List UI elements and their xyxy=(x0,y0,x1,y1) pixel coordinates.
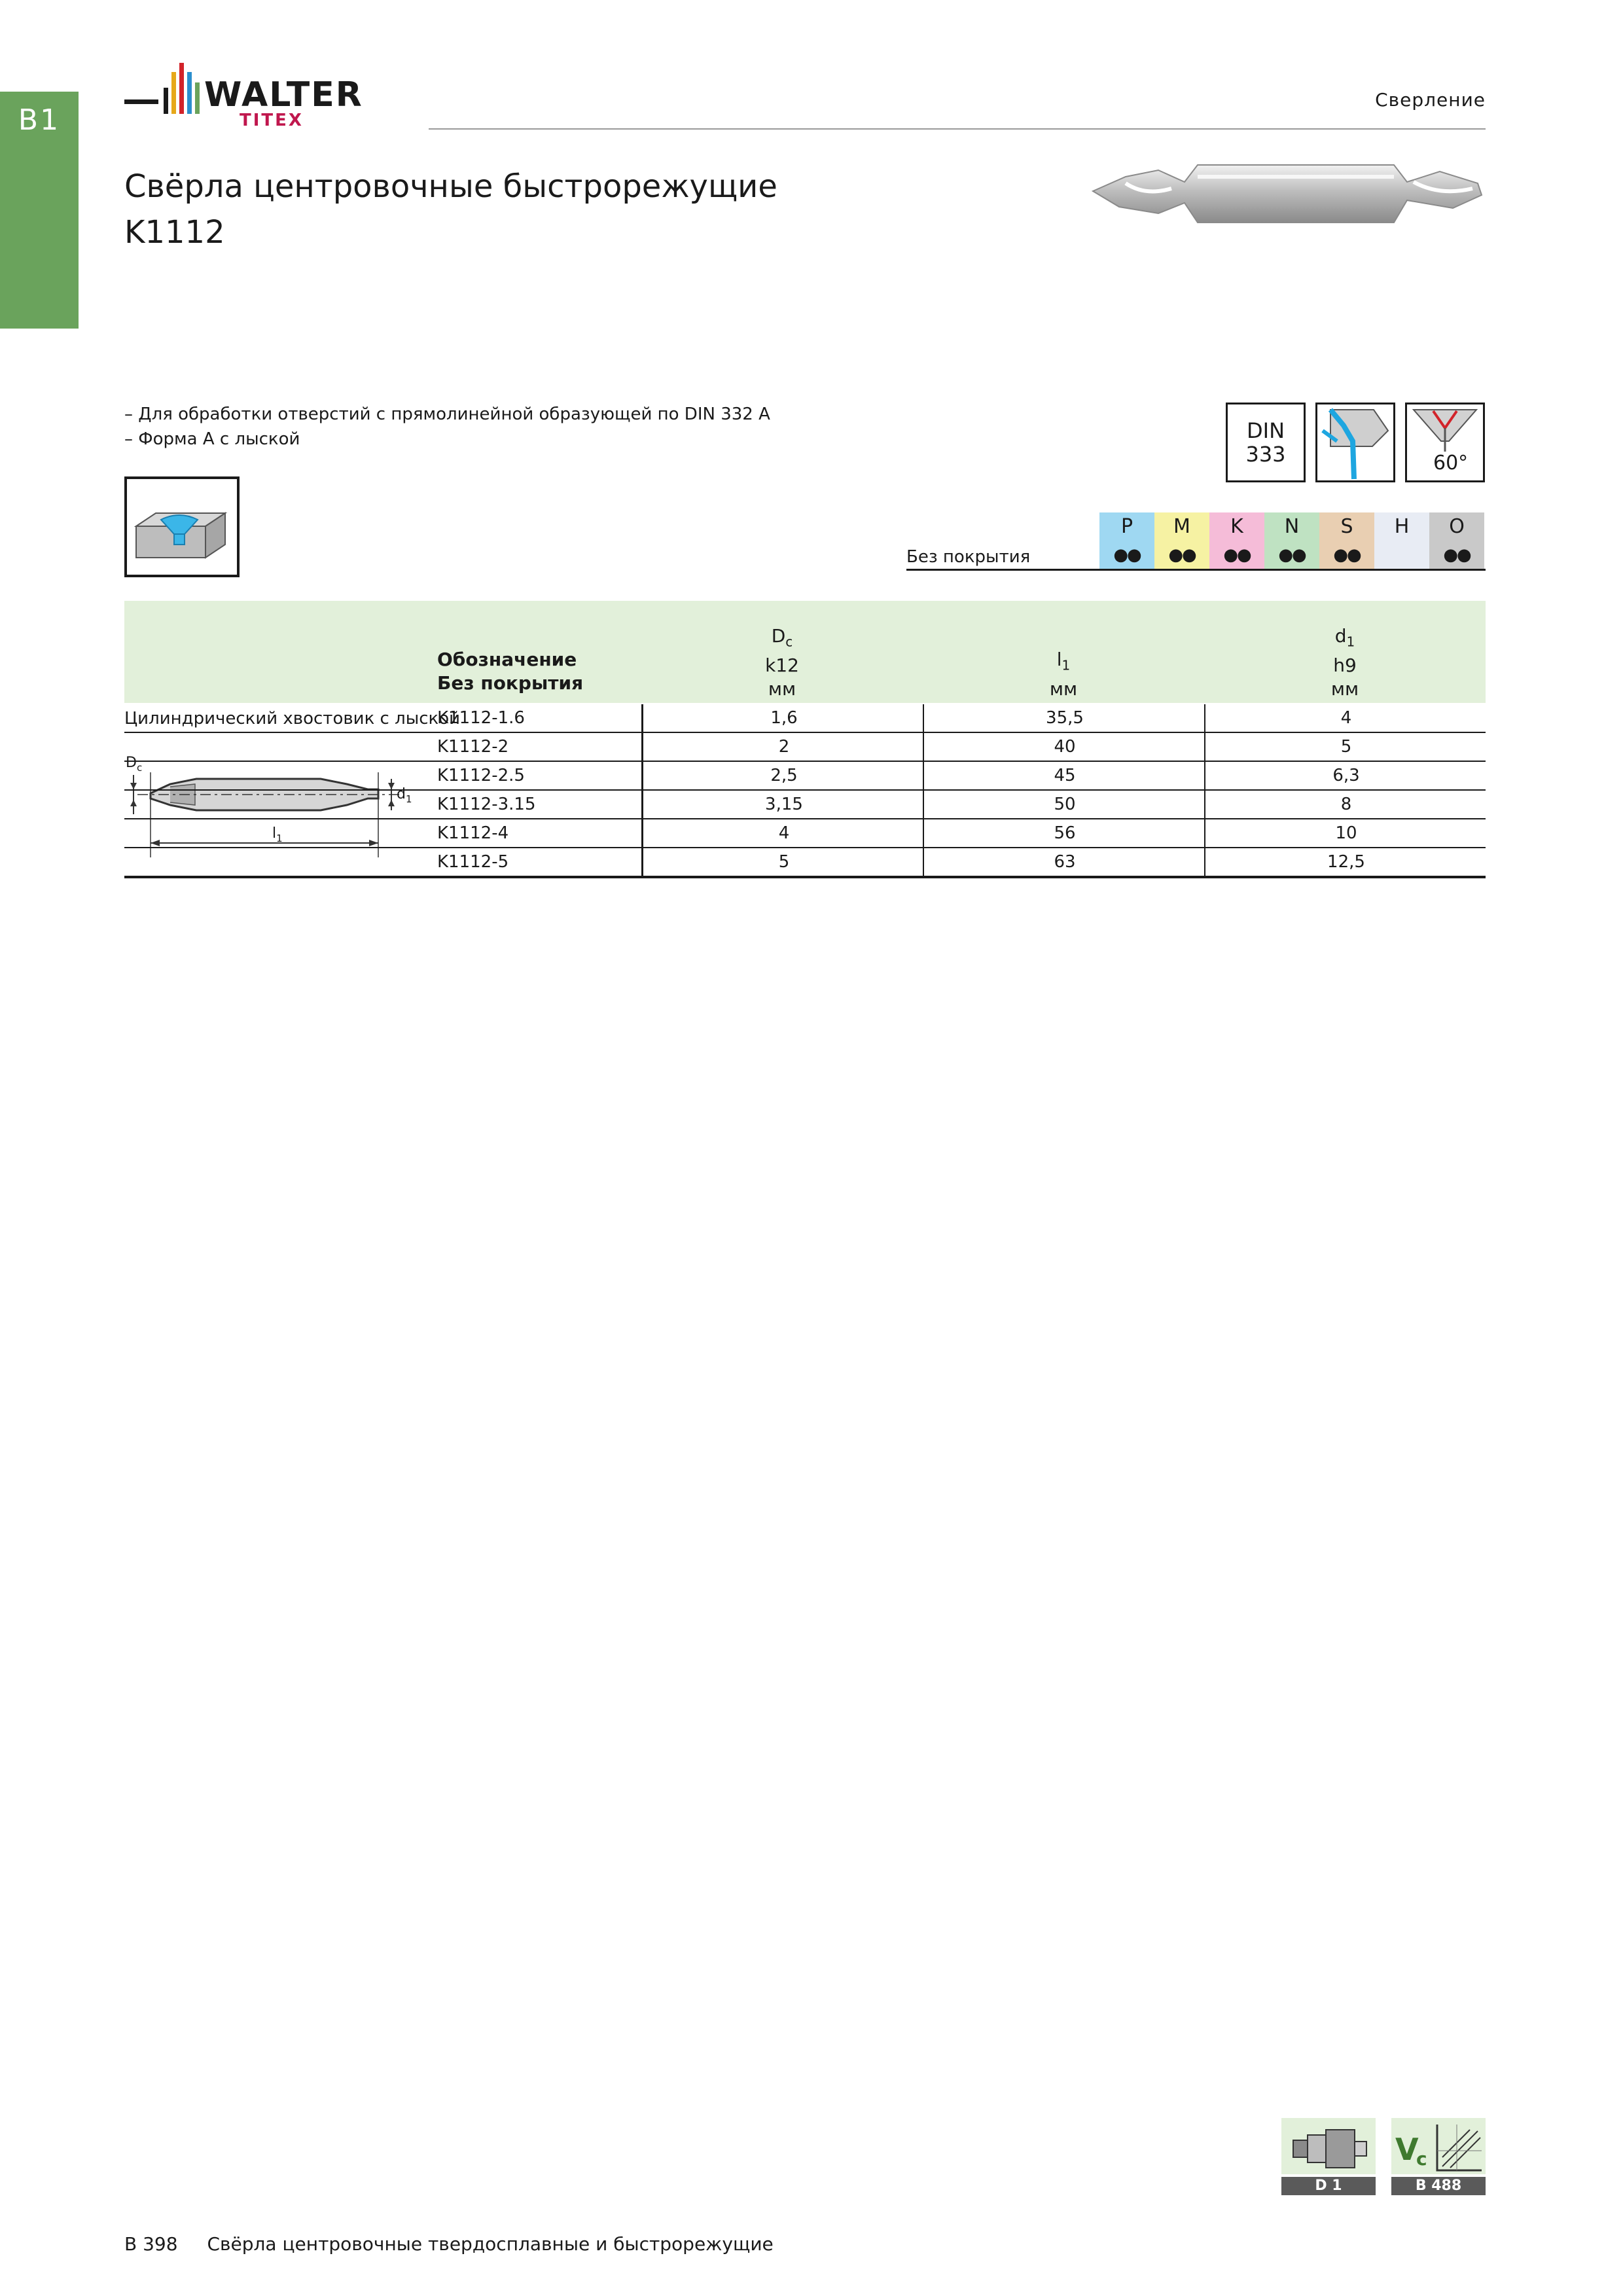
suitability-dots-h xyxy=(1374,541,1429,569)
note-item: – Для обработки отверстий с прямолинейной образующей по DIN 332 A xyxy=(124,404,770,424)
product-table-body xyxy=(124,704,1486,878)
l1-cell: 56 xyxy=(923,819,1205,847)
dc-cell: 1,6 xyxy=(641,704,925,732)
material-header xyxy=(1099,512,1484,541)
drawing-label-dc: $D_c$ xyxy=(126,755,143,774)
dc-cell: 4 xyxy=(641,819,925,847)
l1-cell: 45 xyxy=(923,762,1205,789)
footer-chapter-title: Свёрла центровочные твердосплавные и быстрорежущие xyxy=(207,2233,774,2255)
coating-label: Без покрытия xyxy=(906,547,1031,567)
header-designation: Обозначение Без покрытия xyxy=(437,649,584,694)
application-icon xyxy=(124,476,240,577)
designation-cell: K1112-4 xyxy=(437,823,509,843)
logo-sub: TITEX xyxy=(240,111,304,130)
chapter-tab[interactable] xyxy=(0,92,79,329)
l1-cell: 63 xyxy=(923,848,1205,876)
section-label: Сверление xyxy=(1375,89,1486,111)
feature-notes xyxy=(124,402,770,452)
dc-cell: 2 xyxy=(641,733,925,761)
d1-cell: 8 xyxy=(1204,791,1487,818)
material-group-n: N xyxy=(1264,512,1319,541)
header-dc-unit: мм xyxy=(768,677,796,700)
table-row[interactable] xyxy=(124,848,1486,878)
header-d1-symbol: $d_1$ xyxy=(1334,625,1355,650)
drawing-label-l1: $l_1$ xyxy=(272,825,283,844)
page-number: B 398 xyxy=(124,2233,178,2255)
material-group-m: M xyxy=(1154,512,1209,541)
header-rule xyxy=(429,128,1486,130)
table-row[interactable] xyxy=(124,762,1486,791)
header-l1-symbol: $l_1$ xyxy=(1056,649,1071,673)
walter-titex-logo xyxy=(124,59,399,131)
material-group-o: O xyxy=(1429,512,1484,541)
l1-cell: 40 xyxy=(923,733,1205,761)
d1-cell: 10 xyxy=(1204,819,1487,847)
table-row[interactable] xyxy=(124,791,1486,819)
d1-cell: 5 xyxy=(1204,733,1487,761)
title-line-2: K1112 xyxy=(124,214,225,251)
suitability-dots-p: ●● xyxy=(1099,541,1154,569)
d1-cell: 6,3 xyxy=(1204,762,1487,789)
drawing-label-d1: $d_1$ xyxy=(397,786,412,805)
cutting-data-icon xyxy=(1391,2118,1486,2174)
l1-cell: 50 xyxy=(923,791,1205,818)
svg-text:c: c xyxy=(1416,2148,1427,2170)
header-l1-unit: мм xyxy=(1049,677,1078,700)
d1-cell: 4 xyxy=(1204,704,1487,732)
header-l1 xyxy=(923,648,1204,701)
header-dc-symbol: $D_c$ xyxy=(771,625,793,650)
din-standard-badge xyxy=(1226,403,1306,482)
l1-cell: 35,5 xyxy=(923,704,1205,732)
angle-value: 60° xyxy=(1433,452,1469,475)
header-dc xyxy=(641,624,923,701)
material-group-k: K xyxy=(1209,512,1264,541)
suitability-dots-n: ●● xyxy=(1264,541,1319,569)
material-group-s: S xyxy=(1319,512,1374,541)
page-title xyxy=(124,164,777,255)
reference-label: B 488 xyxy=(1391,2177,1486,2195)
table-row[interactable] xyxy=(124,733,1486,762)
page-footer xyxy=(124,2233,774,2255)
suitability-dots-o: ●● xyxy=(1429,541,1484,569)
reference-label: D 1 xyxy=(1281,2177,1376,2195)
table-header xyxy=(124,601,1486,703)
reference-b488[interactable] xyxy=(1391,2118,1486,2195)
designation-cell: K1112-5 xyxy=(437,852,509,872)
header-dc-tolerance: k12 xyxy=(765,654,799,676)
point-angle-badge xyxy=(1405,403,1485,482)
d1-cell: 12,5 xyxy=(1204,848,1487,876)
tool-holder-icon xyxy=(1281,2118,1376,2174)
dc-cell: 5 xyxy=(641,848,925,876)
header-d1-tolerance: h9 xyxy=(1333,654,1357,676)
material-group-h: H xyxy=(1374,512,1429,541)
din-number: 333 xyxy=(1245,442,1286,467)
material-suitability-row xyxy=(906,541,1486,571)
header-d1 xyxy=(1204,624,1486,701)
header-d1-unit: мм xyxy=(1330,677,1359,700)
countersink-icon xyxy=(1407,404,1483,457)
designation-cell: K1112-2 xyxy=(437,737,509,757)
designation-cell: K1112-1.6 xyxy=(437,708,525,728)
shank-type-label: Цилиндрический хвостовик с лыской xyxy=(124,709,461,728)
din-label: DIN xyxy=(1246,418,1285,443)
suitability-dots-k: ●● xyxy=(1209,541,1264,569)
centering-geometry-icon xyxy=(1315,403,1395,482)
note-item: – Форма A с лыской xyxy=(124,429,300,449)
material-group-p: P xyxy=(1099,512,1154,541)
title-line-1: Свёрла центровочные быстрорежущие xyxy=(124,168,777,205)
dc-cell: 2,5 xyxy=(641,762,925,789)
reference-d1[interactable] xyxy=(1281,2118,1376,2195)
dc-cell: 3,15 xyxy=(641,791,925,818)
designation-cell: K1112-3.15 xyxy=(437,795,536,814)
svg-text:V: V xyxy=(1395,2132,1419,2167)
table-row[interactable] xyxy=(124,704,1486,733)
product-image xyxy=(1086,151,1486,236)
designation-cell: K1112-2.5 xyxy=(437,766,525,785)
logo-brand: WALTER xyxy=(204,75,363,115)
table-row[interactable] xyxy=(124,819,1486,848)
suitability-dots-m: ●● xyxy=(1154,541,1209,569)
chapter-tab-label: B1 xyxy=(18,103,61,137)
suitability-dots-s: ●● xyxy=(1319,541,1374,569)
